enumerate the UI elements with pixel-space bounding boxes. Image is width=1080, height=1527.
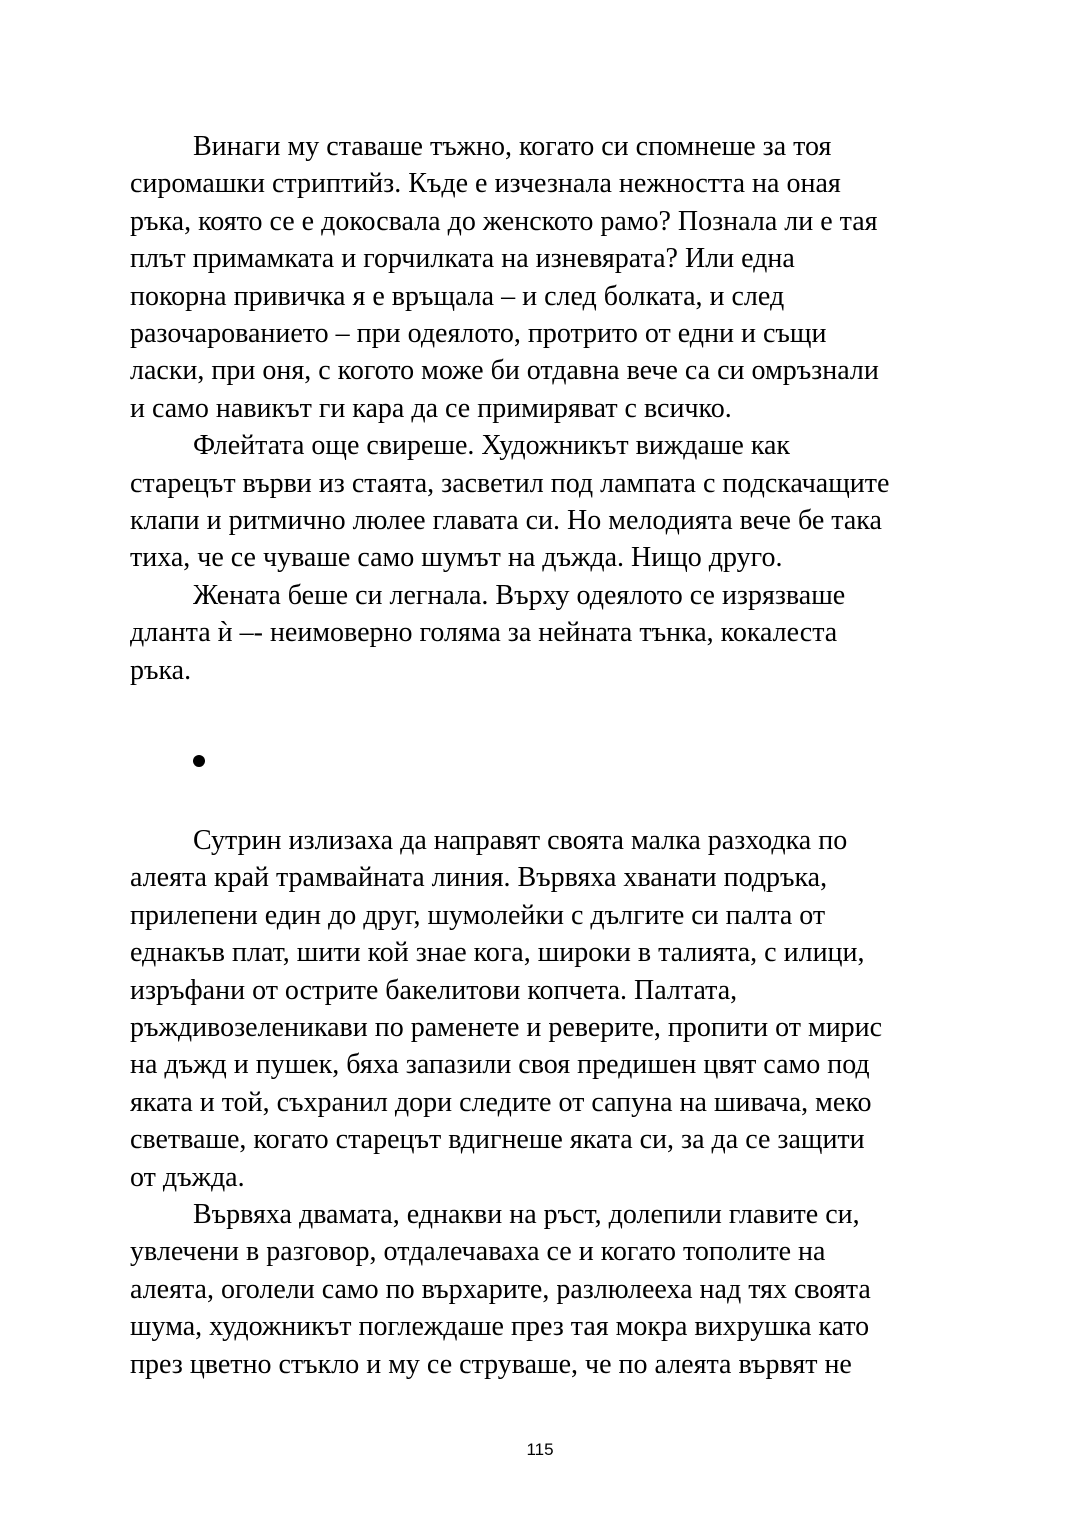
section-separator-bullet: [193, 755, 205, 767]
paragraph-line: ласки, при оня, с когото може би отдавна вече са си омръзнали: [130, 355, 879, 387]
text-section-1: [130, 128, 960, 689]
paragraph-line: светваше, когато старецът вдигнеше яката си, за да се защити: [130, 1124, 865, 1156]
paragraph-line: ръка.: [130, 654, 192, 686]
paragraph-line: ръждивозеленикави по раменете и реверите, пропити от мирис: [130, 1012, 883, 1044]
paragraph-line: еднакъв плат, шити кой знае кога, широки в талията, с илици,: [130, 937, 865, 969]
paragraph-line: шума, художникът поглеждаше през тая мокра вихрушка като: [130, 1311, 870, 1343]
paragraph-line: изръфани от острите бакелитови копчета. Палтата,: [130, 974, 738, 1006]
paragraph-line: старецът върви из стаята, засветил под лампата с подскачащите: [130, 467, 890, 499]
paragraph-line: през цветно стъкло и му се струваше, че по алеята вървят не: [130, 1348, 852, 1380]
paragraph-line: тиха, че се чуваше само шумът на дъжда. Нищо друго.: [130, 542, 783, 574]
paragraph-line: клапи и ритмично люлее главата си. Но мелодията вече бе така: [130, 505, 882, 537]
paragraph-line: на дъжд и пушек, бяха запазили своя предишен цвят само под: [130, 1049, 870, 1081]
paragraph-line: и само навикът ги кара да се примиряват с всичко.: [130, 392, 732, 424]
paragraph-line: прилепени един до друг, шумолейки с дългите си палта от: [130, 899, 826, 931]
paragraph-line: Сутрин излизаха да направят своята малка разходка по: [193, 825, 848, 856]
paragraph-line: сиромашки стриптийз. Къде е изчезнала нежността на оная: [130, 168, 841, 200]
paragraph-line: плът примамката и горчилката на изневярата? Или една: [130, 243, 795, 275]
text-section-2: [130, 822, 960, 1383]
paragraph-line: Флейтата още свиреше. Художникът виждаше как: [193, 430, 791, 462]
paragraph-line: покорна привичка я е връщала – и след болката, и след: [130, 280, 785, 312]
paragraph-line: Винаги му ставаше тъжно, когато си спомнеше за тоя: [193, 131, 832, 162]
paragraph-line: яката и той, съхранил дори следите от сапуна на шивача, меко: [130, 1086, 872, 1118]
paragraph-line: разочарованието – при одеялото, протрито от едни и същи: [130, 318, 827, 350]
paragraph-line: дланта ѝ –- неимоверно голяма за нейната тънка, кокалеста: [130, 617, 838, 649]
paragraph-line: Вървяха двамата, еднакви на ръст, долепили главите си,: [193, 1199, 860, 1231]
paragraph-line: Жената беше си легнала. Върху одеялото се изрязваше: [193, 579, 846, 611]
page-number: 115: [526, 1440, 554, 1459]
paragraph-line: ръка, която се е докосвала до женското рамо? Познала ли е тая: [130, 205, 878, 237]
paragraph-line: увлечени в разговор, отдалечаваха се и когато тополите на: [130, 1236, 826, 1268]
paragraph-line: от дъжда.: [130, 1161, 245, 1193]
paragraph-line: алеята край трамвайната линия. Вървяха хванати подръка,: [130, 862, 828, 894]
paragraph-line: алеята, оголели само по върхарите, разлюлееха над тях своята: [130, 1273, 871, 1305]
